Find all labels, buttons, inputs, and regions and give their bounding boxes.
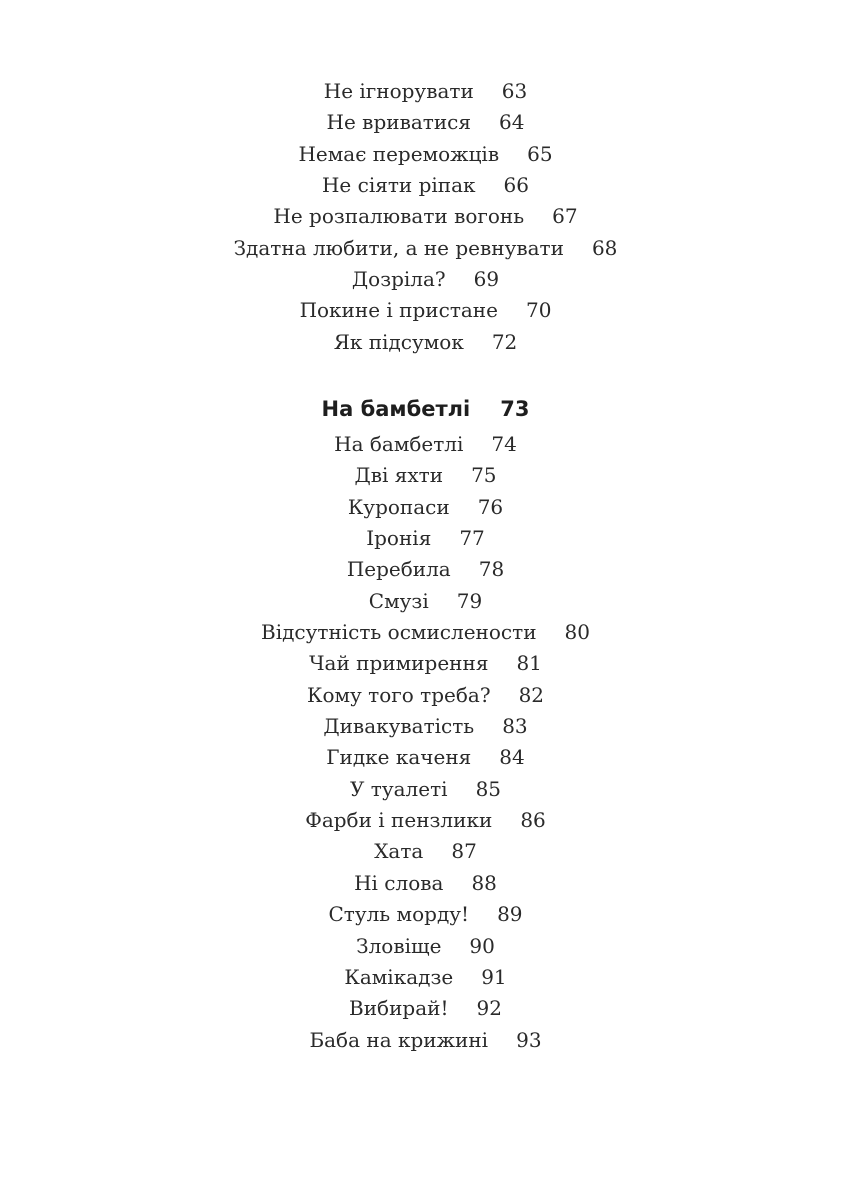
section-heading-title: На бамбетлі bbox=[321, 397, 471, 421]
toc-entry-title: Хата bbox=[374, 839, 424, 864]
toc-entry-page: 75 bbox=[471, 463, 497, 488]
toc-entry-page: 76 bbox=[477, 494, 504, 519]
toc-entry-page: 93 bbox=[516, 1027, 542, 1052]
toc-entry-title: Куропаси bbox=[347, 494, 450, 519]
toc-entry-title: Дві яхти bbox=[354, 463, 444, 488]
toc-entry bbox=[0, 107, 851, 138]
toc-entry-page: 70 bbox=[525, 298, 552, 323]
toc-entry bbox=[0, 327, 851, 358]
toc-entry-page: 64 bbox=[498, 110, 525, 135]
toc-entry bbox=[0, 523, 851, 554]
toc-entry-title: Чай примирення bbox=[309, 651, 489, 676]
toc-entry bbox=[0, 617, 851, 648]
toc-entry bbox=[0, 201, 851, 232]
toc-entry-page: 84 bbox=[499, 745, 525, 770]
toc-entry bbox=[0, 805, 851, 836]
toc-entry-title: Здатна любити, а не ревнувати bbox=[233, 235, 564, 260]
toc-entry-title: Покине і пристане bbox=[299, 298, 498, 323]
toc-entry bbox=[0, 264, 851, 295]
toc-entry-page: 78 bbox=[478, 557, 505, 582]
toc-entry-page: 91 bbox=[481, 964, 507, 989]
toc-entry-title: Іронія bbox=[366, 526, 432, 551]
toc-entry-title: Кому того треба? bbox=[306, 682, 491, 707]
toc-entry bbox=[0, 170, 851, 201]
toc-entry bbox=[0, 648, 851, 679]
toc-entry-title: Ні слова bbox=[354, 870, 444, 895]
toc-entry-title: На бамбетлі bbox=[334, 432, 464, 456]
toc-entry-title: Зловіще bbox=[356, 933, 442, 958]
toc-entry-page: 74 bbox=[491, 432, 517, 456]
toc-entry-page: 72 bbox=[491, 329, 518, 354]
toc-entry-title: Не ігнорувати bbox=[323, 79, 474, 103]
toc-entry-page: 79 bbox=[456, 588, 483, 613]
toc-entry-page: 68 bbox=[591, 235, 618, 260]
toc-entry bbox=[0, 295, 851, 326]
toc-entry-page: 89 bbox=[497, 902, 523, 927]
toc-entry-page: 67 bbox=[552, 204, 578, 229]
toc-entry-page: 85 bbox=[475, 776, 502, 801]
toc-entry-title: Дозріла? bbox=[351, 267, 446, 292]
toc-entry bbox=[0, 836, 851, 867]
toc-entry-page: 63 bbox=[501, 79, 528, 103]
toc-entry bbox=[0, 962, 851, 993]
toc-entry-page: 69 bbox=[473, 267, 500, 292]
toc-entry-title: Немає переможців bbox=[298, 141, 500, 166]
toc-entry bbox=[0, 429, 851, 460]
toc-entry bbox=[0, 554, 851, 585]
toc-entry-title: Смузі bbox=[368, 588, 429, 613]
toc-entry-title: У туалеті bbox=[349, 776, 448, 801]
toc-entry bbox=[0, 586, 851, 617]
toc-entry bbox=[0, 868, 851, 899]
toc-entry bbox=[0, 899, 851, 930]
toc-entry bbox=[0, 233, 851, 264]
toc-entry-page: 92 bbox=[476, 996, 502, 1021]
toc-entry-title: Стуль морду! bbox=[328, 902, 470, 927]
toc-entry-title: Як підсумок bbox=[333, 329, 464, 354]
toc-entry bbox=[0, 76, 851, 107]
toc-entry-title: Не вриватися bbox=[326, 110, 471, 135]
toc-entry-title: Вибирай! bbox=[349, 996, 449, 1021]
section-heading bbox=[0, 392, 851, 426]
toc-entry-page: 65 bbox=[527, 141, 553, 166]
toc-entry-title: Не розпалювати вогонь bbox=[273, 204, 525, 229]
toc-entry-page: 82 bbox=[518, 682, 545, 707]
toc-entry-page: 83 bbox=[502, 714, 528, 739]
toc-entry-page: 66 bbox=[503, 173, 529, 198]
toc-part2 bbox=[0, 392, 851, 1056]
toc-entry-title: Баба на крижині bbox=[309, 1027, 489, 1052]
toc-entry-page: 80 bbox=[564, 620, 590, 645]
toc-entry-page: 90 bbox=[469, 933, 495, 958]
toc-entry bbox=[0, 742, 851, 773]
toc-entry bbox=[0, 774, 851, 805]
toc-entry-page: 88 bbox=[471, 870, 497, 895]
toc-entry bbox=[0, 680, 851, 711]
toc-entry-page: 87 bbox=[451, 839, 477, 864]
toc-entry-title: Не сіяти ріпак bbox=[321, 173, 476, 198]
section-heading-page: 73 bbox=[500, 397, 530, 421]
toc-entry bbox=[0, 492, 851, 523]
toc-entry-title: Перебила bbox=[346, 557, 451, 582]
toc-entry-page: 86 bbox=[520, 808, 546, 833]
toc-entry-title: Гидке каченя bbox=[326, 745, 472, 770]
toc-part1 bbox=[0, 76, 851, 358]
toc-entry bbox=[0, 1025, 851, 1056]
toc-entry bbox=[0, 931, 851, 962]
toc-entry bbox=[0, 139, 851, 170]
toc-entry-title: Фарби і пензлики bbox=[305, 808, 493, 833]
toc-entry-title: Камікадзе bbox=[344, 964, 454, 989]
toc-entry bbox=[0, 460, 851, 491]
toc-entry-title: Відсутність осмислености bbox=[261, 620, 537, 645]
toc-entry bbox=[0, 711, 851, 742]
toc-entry-page: 77 bbox=[459, 526, 485, 551]
toc-entry-title: Дивакуватість bbox=[323, 714, 475, 739]
toc-entry-page: 81 bbox=[516, 651, 542, 676]
toc-entry bbox=[0, 993, 851, 1024]
